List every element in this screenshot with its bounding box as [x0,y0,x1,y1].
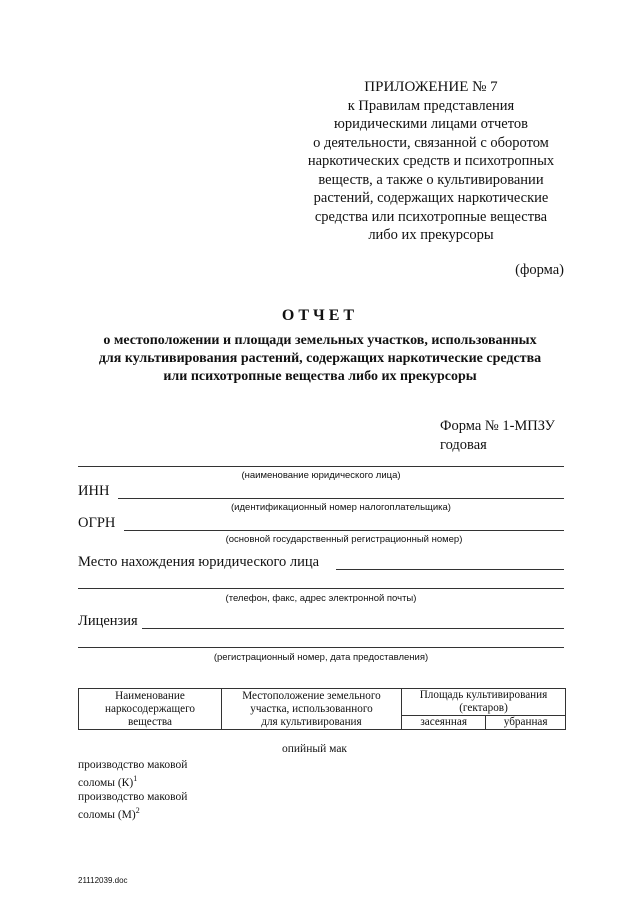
table-row [78,790,208,822]
header-location-line: участка, использованного [250,702,373,715]
inn-caption: (идентификационный номер налогоплательщика) [231,502,451,513]
file-name: 21112039.doc [78,876,128,885]
header-sown: засеянная [402,716,486,730]
form-label: (форма) [515,262,564,278]
header-area [402,689,566,716]
appendix-line: наркотических средств и психотропных [307,153,555,169]
footnote-mark: 2 [135,806,140,815]
ogrn-caption: (основной государственный регистрационный номер) [225,534,463,545]
ogrn-label: ОГРН [78,515,116,531]
inn-field[interactable] [118,498,564,499]
header-substance-line: наркосодержащего [105,702,195,715]
header-area-line: (гектаров) [459,702,508,714]
row-line: соломы (М) [78,808,136,821]
footnote-mark: 1 [133,774,138,783]
appendix-line: юридическими лицами отчетов [334,116,528,132]
section-title: опийный мак [282,743,348,755]
report-subtitle-line: для культивирования растений, содержащих наркотические средства [98,351,542,366]
header-substance [79,689,222,730]
appendix-header [300,78,562,245]
header-substance-line: Наименование [115,689,185,702]
location-label: Место нахождения юридического лица [78,554,320,570]
report-subtitle [60,332,580,386]
location-field[interactable] [336,569,564,570]
appendix-line: средства или психотропные вещества [314,208,548,225]
header-harvested: убранная [486,716,566,730]
header-location [222,689,402,730]
report-title: ОТЧЕТ [281,307,359,324]
ogrn-field[interactable] [124,530,564,531]
header-location-line: Местоположение земельного [242,689,381,702]
appendix-title: ПРИЛОЖЕНИЕ № 7 [364,79,498,95]
form-number [440,417,555,455]
row-line: соломы (К) [78,776,134,789]
header-location-line: для культивирования [261,715,362,728]
appendix-line: к Правилам представления [347,97,515,114]
appendix-line: либо их прекурсоры [368,227,494,243]
license-field[interactable] [142,628,564,629]
appendix-line: о деятельности, связанной с оборотом [313,134,549,151]
cultivation-table [78,688,566,730]
contacts-caption: (телефон, факс, адрес электронной почты) [225,593,417,604]
license-caption: (регистрационный номер, дата предоставления) [213,652,429,663]
license-field-2[interactable] [78,647,564,648]
appendix-line: веществ, а также о культивировании [318,171,544,188]
report-subtitle-line: или психотропные вещества либо их прекурсоры [163,369,477,384]
inn-label: ИНН [78,483,110,499]
row-line: производство маковой [78,759,188,771]
header-substance-line: вещества [128,715,172,728]
contacts-field[interactable] [78,588,564,589]
legal-name-line[interactable] [78,466,564,467]
form-number-code: Форма № 1-МПЗУ [440,418,555,434]
appendix-line: растений, содержащих наркотические [313,190,549,206]
row-line: производство маковой [78,791,188,803]
table-row [78,758,208,790]
license-label: Лицензия [78,613,138,629]
legal-name-caption: (наименование юридического лица) [241,470,401,481]
form-number-period: годовая [440,437,487,453]
report-subtitle-line: о местоположении и площади земельных участков, использованных [103,333,537,348]
header-area-line: Площадь культивирования [419,689,548,701]
